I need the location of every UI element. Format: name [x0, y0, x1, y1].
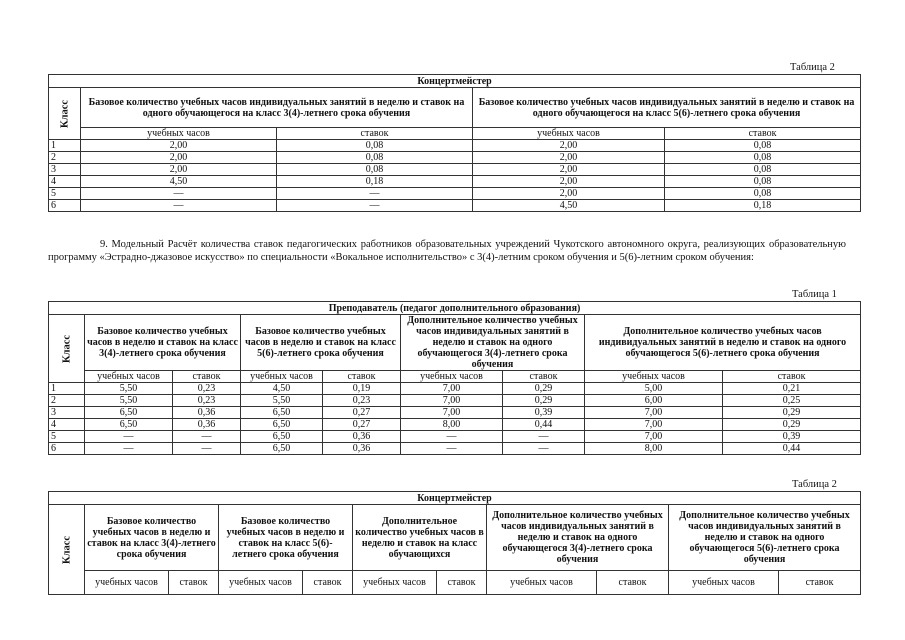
table-c-group-header: Базовое количество учебных часов в неделю и ставок на класс 5(6)- летнего срока обучения — [219, 505, 353, 571]
table-a-row — [49, 152, 861, 164]
value-cell: — — [85, 431, 173, 443]
value-cell: — — [81, 200, 277, 212]
value-cell: 0,08 — [665, 140, 861, 152]
value-cell: — — [85, 443, 173, 455]
value-cell: — — [173, 431, 241, 443]
value-cell: — — [277, 200, 473, 212]
value-cell: 7,00 — [585, 431, 723, 443]
value-cell: 4,50 — [473, 200, 665, 212]
class-number-cell: 2 — [49, 395, 85, 407]
value-cell: 8,00 — [401, 419, 503, 431]
value-cell: 0,44 — [503, 419, 585, 431]
table-b-subheader: ставок — [723, 371, 861, 383]
value-cell: 2,00 — [81, 164, 277, 176]
value-cell: 0,27 — [323, 407, 401, 419]
value-cell: 2,00 — [473, 176, 665, 188]
value-cell: — — [81, 188, 277, 200]
value-cell: 6,50 — [241, 431, 323, 443]
value-cell: 7,00 — [585, 407, 723, 419]
value-cell: 6,50 — [85, 407, 173, 419]
body-paragraph: 9. Модельный Расчёт количества ставок педагогических работников образовательных учреждений Чукотского автономного округа, реализующих образовательную программу «Эстрадно-джазовое искусство» по специальности «Вокальное исполнительство» с 3(4)-летним сроком обучения и 5(6)-летним сроком обучения: — [48, 239, 846, 263]
value-cell: — — [503, 431, 585, 443]
table-a-row — [49, 176, 861, 188]
table-c-subheader: ставок — [597, 571, 669, 595]
table-b-row — [49, 395, 861, 407]
value-cell: 5,00 — [585, 383, 723, 395]
value-cell: 0,08 — [665, 188, 861, 200]
value-cell: 0,18 — [665, 200, 861, 212]
value-cell: 0,36 — [323, 431, 401, 443]
table-b-klass-header: Класс — [49, 315, 85, 383]
table-c-group-header: Базовое количество учебных часов в неделю и ставок на класс 3(4)-летнего срока обучения — [85, 505, 219, 571]
class-number-cell: 4 — [49, 176, 81, 188]
table-b-subheader: ставок — [323, 371, 401, 383]
value-cell: 0,08 — [665, 164, 861, 176]
table-c-group-header: Дополнительное количество учебных часов в неделю и ставок на класс обучающихся — [353, 505, 487, 571]
value-cell: 0,36 — [173, 407, 241, 419]
value-cell: — — [503, 443, 585, 455]
class-number-cell: 3 — [49, 164, 81, 176]
value-cell: 0,23 — [173, 395, 241, 407]
value-cell: 6,50 — [85, 419, 173, 431]
value-cell: 8,00 — [585, 443, 723, 455]
table-a-klass-header: Класс — [49, 88, 81, 140]
table-a-subheader: учебных часов — [473, 128, 665, 140]
value-cell: — — [173, 443, 241, 455]
value-cell: — — [401, 443, 503, 455]
table-c-subheader: ставок — [779, 571, 861, 595]
table-a-subheader: учебных часов — [81, 128, 277, 140]
class-number-cell: 5 — [49, 431, 85, 443]
value-cell: 7,00 — [585, 419, 723, 431]
class-number-cell: 5 — [49, 188, 81, 200]
value-cell: 0,27 — [323, 419, 401, 431]
table-b-subheader: ставок — [503, 371, 585, 383]
table-b-group-header: Базовое количество учебных часов в неделю и ставок на класс 3(4)-летнего срока обучения — [85, 315, 241, 371]
value-cell: 7,00 — [401, 383, 503, 395]
value-cell: 5,50 — [241, 395, 323, 407]
table-c-title: Концертмейстер — [49, 492, 861, 505]
value-cell: 0,29 — [723, 419, 861, 431]
table-b-subheader: учебных часов — [85, 371, 173, 383]
table-c-subheader: ставок — [303, 571, 353, 595]
value-cell: 6,00 — [585, 395, 723, 407]
value-cell: 0,08 — [665, 176, 861, 188]
table-a-row — [49, 200, 861, 212]
value-cell: 2,00 — [473, 164, 665, 176]
value-cell: 4,50 — [81, 176, 277, 188]
value-cell: 0,08 — [277, 164, 473, 176]
table-b-row — [49, 407, 861, 419]
table-c-caption: Таблица 2 — [792, 479, 837, 490]
value-cell: 0,19 — [323, 383, 401, 395]
value-cell: 2,00 — [81, 140, 277, 152]
value-cell: — — [277, 188, 473, 200]
value-cell: 0,25 — [723, 395, 861, 407]
table-b-row — [49, 419, 861, 431]
value-cell: 4,50 — [241, 383, 323, 395]
value-cell: 6,50 — [241, 443, 323, 455]
table-c-subheader: учебных часов — [353, 571, 437, 595]
value-cell: 7,00 — [401, 395, 503, 407]
class-number-cell: 3 — [49, 407, 85, 419]
value-cell: 7,00 — [401, 407, 503, 419]
table-a-row — [49, 164, 861, 176]
value-cell: 2,00 — [473, 152, 665, 164]
class-number-cell: 1 — [49, 383, 85, 395]
table-a-subheader: ставок — [277, 128, 473, 140]
table-b-subheader: учебных часов — [585, 371, 723, 383]
table-b-subheader: учебных часов — [241, 371, 323, 383]
class-number-cell: 2 — [49, 152, 81, 164]
table-b-row — [49, 431, 861, 443]
class-number-cell: 6 — [49, 200, 81, 212]
table-b-subheader: учебных часов — [401, 371, 503, 383]
table-c-subheader: учебных часов — [85, 571, 169, 595]
value-cell: 5,50 — [85, 395, 173, 407]
table-a-title: Концертмейстер — [49, 75, 861, 88]
table-a-row — [49, 140, 861, 152]
table-b — [48, 301, 861, 455]
value-cell: 0,23 — [173, 383, 241, 395]
table-c-group-header: Дополнительное количество учебных часов индивидуальных занятий в неделю и ставок на одного обучающегося 5(6)-летнего срока обучения — [669, 505, 861, 571]
table-b-group-header: Базовое количество учебных часов в неделю и ставок на класс 5(6)-летнего срока обучения — [241, 315, 401, 371]
table-b-row — [49, 383, 861, 395]
value-cell: 0,29 — [723, 407, 861, 419]
table-c — [48, 491, 861, 595]
table-a-group-header: Базовое количество учебных часов индивидуальных занятий в неделю и ставок на одного обучающегося на класс 3(4)-летнего срока обучения — [81, 88, 473, 128]
table-b-subheader: ставок — [173, 371, 241, 383]
table-a-subheader: ставок — [665, 128, 861, 140]
value-cell: 0,08 — [665, 152, 861, 164]
value-cell: 5,50 — [85, 383, 173, 395]
value-cell: 2,00 — [473, 188, 665, 200]
table-b-row — [49, 443, 861, 455]
table-c-subheader: учебных часов — [669, 571, 779, 595]
table-a-row — [49, 188, 861, 200]
table-c-klass-header: Класс — [49, 505, 85, 595]
value-cell: 6,50 — [241, 407, 323, 419]
value-cell: 0,36 — [323, 443, 401, 455]
table-a-caption: Таблица 2 — [790, 62, 835, 73]
table-c-subheader: ставок — [437, 571, 487, 595]
table-c-subheader: учебных часов — [487, 571, 597, 595]
value-cell: 0,08 — [277, 140, 473, 152]
value-cell: 0,36 — [173, 419, 241, 431]
value-cell: 0,39 — [723, 431, 861, 443]
class-number-cell: 6 — [49, 443, 85, 455]
value-cell: 0,18 — [277, 176, 473, 188]
value-cell: 6,50 — [241, 419, 323, 431]
table-a-group-header: Базовое количество учебных часов индивидуальных занятий в неделю и ставок на одного обучающегося на класс 5(6)-летнего срока обучения — [473, 88, 861, 128]
value-cell: 0,39 — [503, 407, 585, 419]
value-cell: 0,29 — [503, 395, 585, 407]
table-c-subheader: учебных часов — [219, 571, 303, 595]
value-cell: 0,29 — [503, 383, 585, 395]
table-b-group-header: Дополнительное количество учебных часов индивидуальных занятий в неделю и ставок на одного обучающегося 3(4)-летнего срока обучения — [401, 315, 585, 371]
value-cell: 2,00 — [81, 152, 277, 164]
table-c-group-header: Дополнительное количество учебных часов индивидуальных занятий в неделю и ставок на одного обучающегося 3(4)-летнего срока обучения — [487, 505, 669, 571]
table-c-subheader: ставок — [169, 571, 219, 595]
value-cell: 0,44 — [723, 443, 861, 455]
value-cell: — — [401, 431, 503, 443]
value-cell: 0,23 — [323, 395, 401, 407]
value-cell: 0,21 — [723, 383, 861, 395]
table-b-caption: Таблица 1 — [792, 289, 837, 300]
value-cell: 0,08 — [277, 152, 473, 164]
table-b-group-header: Дополнительное количество учебных часов индивидуальных занятий в неделю и ставок на одного обучающегося 5(6)-летнего срока обучения — [585, 315, 861, 371]
table-a — [48, 74, 861, 212]
class-number-cell: 1 — [49, 140, 81, 152]
value-cell: 2,00 — [473, 140, 665, 152]
table-b-title: Преподаватель (педагог дополнительного образования) — [49, 302, 861, 315]
class-number-cell: 4 — [49, 419, 85, 431]
